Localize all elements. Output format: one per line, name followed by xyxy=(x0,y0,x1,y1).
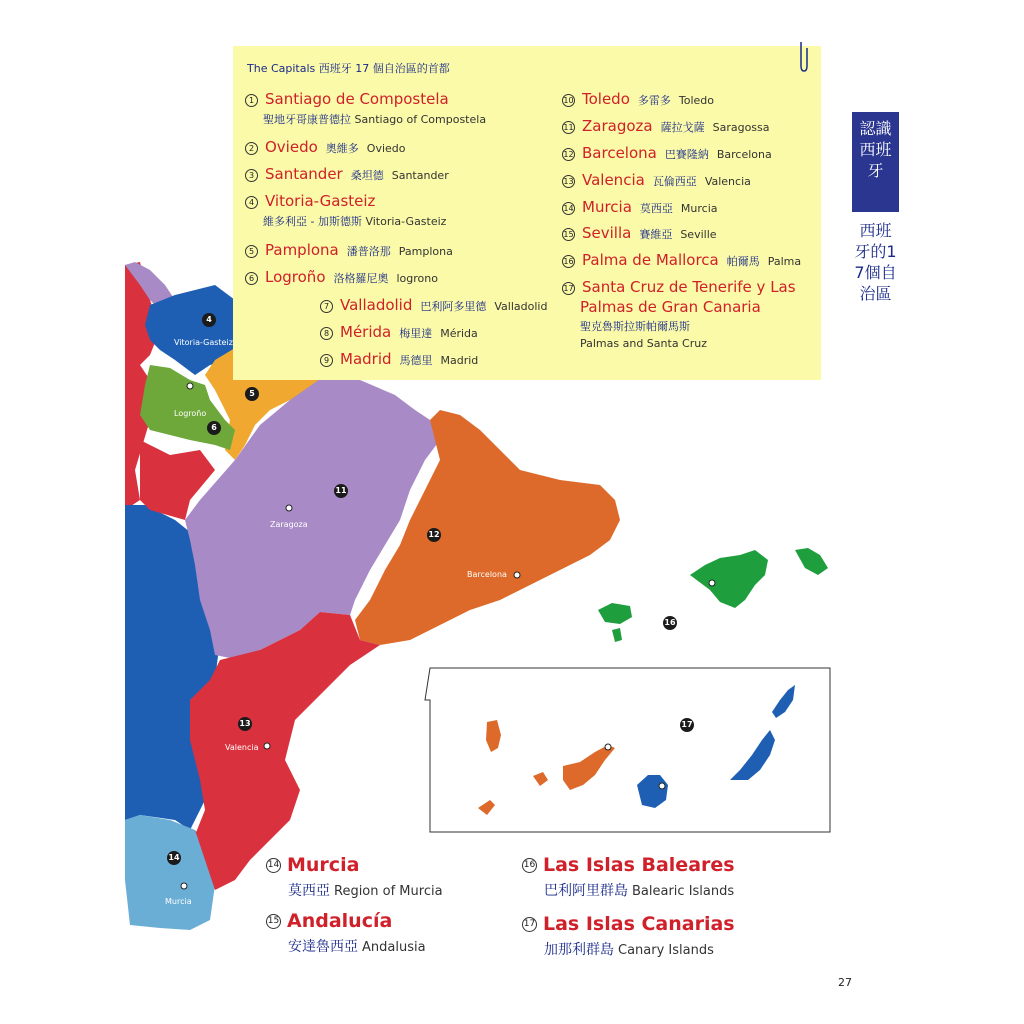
page-number: 27 xyxy=(838,976,852,989)
capital-num: 14 xyxy=(563,204,574,213)
map-number-5: 5 xyxy=(245,387,259,401)
map-label-zaragoza: Zaragoza xyxy=(270,520,308,529)
map-label-logrono: Logroño xyxy=(174,409,207,418)
island-la-palma xyxy=(486,720,501,752)
capital-zh: 薩拉戈薩 xyxy=(660,121,705,134)
capitals-title xyxy=(247,60,450,76)
capital-zh: 巴賽隆納 xyxy=(664,148,709,161)
legend-item-14 xyxy=(266,854,443,900)
legend-item-16 xyxy=(522,854,735,900)
legend-name: Murcia xyxy=(287,854,360,876)
legend-item-17 xyxy=(522,913,735,959)
capital-num: 7 xyxy=(320,300,333,313)
capital-en: Madrid xyxy=(440,354,479,367)
capital-num: 4 xyxy=(245,196,258,209)
capital-name: Logroño xyxy=(265,268,326,286)
capital-zh: 桑坦德 xyxy=(350,169,384,182)
capital-item-13 xyxy=(562,171,751,189)
capital-dot-barcelona xyxy=(514,572,520,578)
map-number-17: 17 xyxy=(680,718,694,732)
legend-zh: 巴利阿里群島 xyxy=(544,883,628,899)
island-lanzarote xyxy=(772,685,795,718)
capital-en: Valladolid xyxy=(494,300,548,313)
capital-item-12 xyxy=(562,144,772,162)
legend-en: Balearic Islands xyxy=(632,884,735,899)
capital-num: 11 xyxy=(563,123,574,132)
capital-name: Santander xyxy=(265,165,343,183)
capital-en: logrono xyxy=(396,272,438,285)
legend-zh: 加那利群島 xyxy=(544,942,614,958)
capital-name: Valladolid xyxy=(340,296,413,314)
island-ibiza xyxy=(598,603,632,624)
capital-zh: 梅里達 xyxy=(399,327,433,340)
capital-item-10 xyxy=(562,90,714,108)
capital-item-8 xyxy=(320,323,478,341)
island-formentera xyxy=(612,628,622,642)
map-label-barcelona: Barcelona xyxy=(467,570,507,579)
capital-en: Toledo xyxy=(678,94,715,107)
capital-num: 13 xyxy=(563,177,574,186)
legend-name: Las Islas Baleares xyxy=(543,854,735,876)
capital-name: Palma de Mallorca xyxy=(582,251,719,269)
island-gran-canaria xyxy=(637,775,668,808)
capital-item-4 xyxy=(245,192,446,229)
legend-en: Canary Islands xyxy=(618,943,714,958)
capital-name: Murcia xyxy=(582,198,632,216)
capital-zh: 洛格羅尼奧 xyxy=(333,272,389,285)
capital-zh: 潘普洛那 xyxy=(346,245,391,258)
capital-item-15 xyxy=(562,224,717,242)
capital-item-17 xyxy=(562,278,796,350)
capital-en: Palma xyxy=(767,255,802,268)
island-fuerteventura xyxy=(730,730,775,780)
capitals-title-en: The Capitals xyxy=(247,62,316,75)
capital-item-1 xyxy=(245,90,486,127)
legend-num: 15 xyxy=(266,914,281,929)
capital-en: Pamplona xyxy=(398,245,453,258)
capital-zh: 維多利亞 - 加斯德斯 xyxy=(263,215,362,228)
capital-name: Vitoria-Gasteiz xyxy=(265,192,376,210)
capital-name: Mérida xyxy=(340,323,392,341)
capital-zh: 多雷多 xyxy=(637,94,671,107)
capital-num: 8 xyxy=(320,327,333,340)
island-menorca xyxy=(795,548,828,575)
capital-dot-palma xyxy=(709,580,715,586)
map-number-16: 16 xyxy=(663,616,677,630)
capital-num: 1 xyxy=(245,94,258,107)
capital-name: Santa Cruz de Tenerife y Las xyxy=(582,278,796,296)
capital-zh: 莫西亞 xyxy=(639,202,673,215)
capitals-box xyxy=(233,46,821,380)
capital-dot-santacruz xyxy=(605,744,611,750)
capital-name: Pamplona xyxy=(265,241,339,259)
map-label-murcia: Murcia xyxy=(165,897,192,906)
legend-num: 17 xyxy=(522,917,537,932)
legend-en: Region of Murcia xyxy=(334,884,443,899)
capital-name: Toledo xyxy=(582,90,630,108)
capital-zh: 聖克魯斯拉斯帕爾馬斯 xyxy=(580,320,690,333)
capital-num: 9 xyxy=(320,354,333,367)
capital-zh: 瓦倫西亞 xyxy=(652,175,697,188)
legend-num: 16 xyxy=(522,858,537,873)
capital-name: Santiago de Compostela xyxy=(265,90,449,108)
map-number-13: 13 xyxy=(238,717,252,731)
map-number-12: 12 xyxy=(427,528,441,542)
capital-name-line2: Palmas de Gran Canaria xyxy=(580,298,761,316)
legend-zh: 安達魯西亞 xyxy=(288,939,358,955)
capital-num: 2 xyxy=(245,142,258,155)
capital-item-11 xyxy=(562,117,770,135)
map-number-4: 4 xyxy=(202,313,216,327)
capital-zh: 巴利阿多里德 xyxy=(420,300,487,313)
chapter-tab-title: 認識西班牙 xyxy=(859,119,892,180)
island-el-hierro xyxy=(478,800,495,815)
capital-en: Mérida xyxy=(440,327,478,340)
capital-num: 17 xyxy=(563,284,574,293)
legend-num: 14 xyxy=(266,858,281,873)
capital-zh: 聖地牙哥康普德拉 xyxy=(263,113,351,126)
capitals-title-zh: 西班牙 17 個自治區的首都 xyxy=(318,62,450,75)
legend-item-15 xyxy=(266,910,426,956)
capital-zh: 奧維多 xyxy=(325,142,359,155)
capital-dot-zaragoza xyxy=(286,505,292,511)
capital-en: Santiago of Compostela xyxy=(354,113,487,126)
capital-dot-vitoria xyxy=(187,383,193,389)
legend-name: Las Islas Canarias xyxy=(543,913,735,935)
capital-dot-valencia xyxy=(264,743,270,749)
capital-name: Sevilla xyxy=(582,224,632,242)
capital-name: Barcelona xyxy=(582,144,657,162)
capital-num: 16 xyxy=(563,257,574,266)
capital-num: 15 xyxy=(563,230,574,239)
capital-name: Zaragoza xyxy=(582,117,653,135)
capital-en: Santander xyxy=(391,169,449,182)
map-number-14: 14 xyxy=(167,851,181,865)
capital-en: Oviedo xyxy=(366,142,406,155)
map-label-vitoria: Vitoria-Gasteiz xyxy=(174,338,233,347)
chapter-subtitle: 西班牙的17個自治區 xyxy=(854,221,897,303)
capital-en: Barcelona xyxy=(716,148,772,161)
capital-item-2 xyxy=(245,138,406,156)
capital-en: Seville xyxy=(680,228,717,241)
map-number-11: 11 xyxy=(334,484,348,498)
capital-name: Madrid xyxy=(340,350,392,368)
island-tenerife xyxy=(563,745,615,790)
capital-en: Palmas and Santa Cruz xyxy=(580,337,708,350)
legend-en: Andalusia xyxy=(362,940,426,955)
capital-num: 3 xyxy=(245,169,258,182)
capital-item-16 xyxy=(562,251,801,269)
capital-item-6 xyxy=(245,268,438,286)
island-la-gomera xyxy=(533,772,548,786)
capital-item-5 xyxy=(245,241,453,259)
capital-name: Oviedo xyxy=(265,138,318,156)
capital-en: Murcia xyxy=(680,202,718,215)
paperclip-icon xyxy=(799,40,808,74)
capital-num: 10 xyxy=(563,96,574,105)
capital-en: Valencia xyxy=(704,175,751,188)
capital-item-3 xyxy=(245,165,449,183)
capital-num: 12 xyxy=(563,150,574,159)
capital-en: Saragossa xyxy=(712,121,770,134)
legend-name: Andalucía xyxy=(287,910,393,932)
capital-zh: 帕爾馬 xyxy=(726,255,760,268)
legend-zh: 莫西亞 xyxy=(288,883,330,899)
capital-dot-murcia xyxy=(181,883,187,889)
capital-item-7 xyxy=(320,296,547,314)
capital-name: Valencia xyxy=(582,171,645,189)
capital-item-14 xyxy=(562,198,718,216)
chapter-tab xyxy=(852,112,899,212)
capital-zh: 賽維亞 xyxy=(639,228,673,241)
capital-dot-laspalmas xyxy=(659,783,665,789)
capital-num: 6 xyxy=(245,272,258,285)
capital-en: Vitoria-Gasteiz xyxy=(365,215,447,228)
capital-zh: 馬德里 xyxy=(399,354,433,367)
map-label-valencia: Valencia xyxy=(225,743,259,752)
capital-item-9 xyxy=(320,350,478,368)
capital-num: 5 xyxy=(245,245,258,258)
map-number-6: 6 xyxy=(207,421,221,435)
island-mallorca xyxy=(690,550,768,608)
